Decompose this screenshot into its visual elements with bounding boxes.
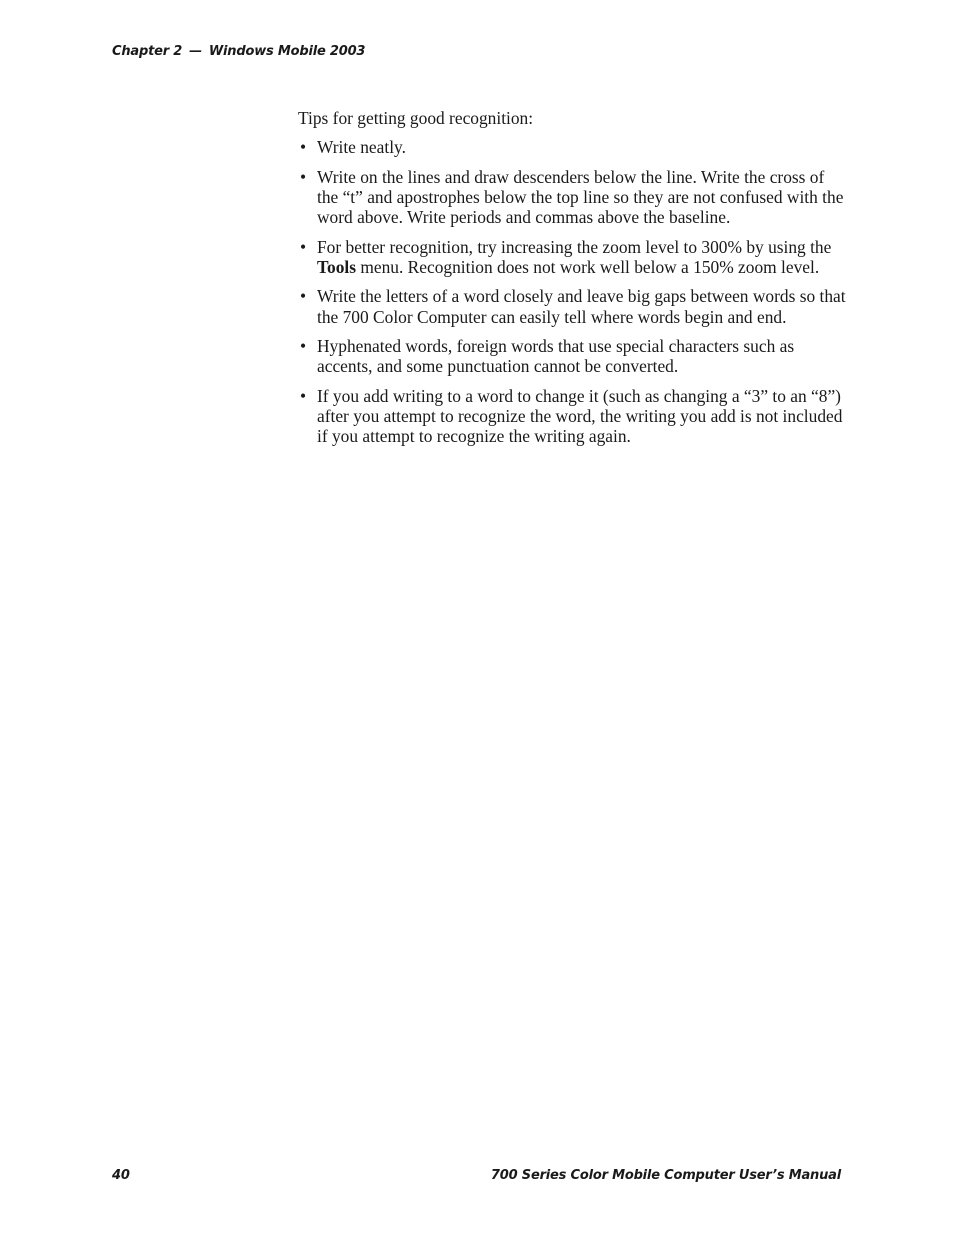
bullet-icon: • [300,286,307,307]
tip-text-before: For better recognition, try increasing the zoom level to 300% by using the [317,236,832,257]
tips-intro: Tips for getting good recognition: [298,108,534,128]
list-item [298,336,848,376]
tip-text: Write on the lines and draw descenders below the line. Write the cross of the “t” and apostrophes below the top line so they are not confused with the word above. Write periods and commas above the baseline. [317,166,844,228]
header-separator: — [189,44,202,59]
page-number: 40 [112,1168,130,1183]
body-content [298,108,848,456]
bullet-icon: • [300,166,307,187]
tip-text: Hyphenated words, foreign words that use special characters such as accents, and some punctuation cannot be converted. [317,336,795,377]
list-item [298,286,848,326]
chapter-label: Chapter 2 [112,44,183,59]
tools-menu-term: Tools [317,256,356,277]
section-title: Windows Mobile 2003 [208,44,366,59]
tip-text-after: menu. Recognition does not work well below a 150% zoom level. [356,256,820,277]
tips-list [298,137,848,446]
bullet-icon: • [300,137,307,158]
running-header [112,44,365,59]
list-item [298,386,848,447]
bullet-icon: • [300,385,307,406]
list-item [298,237,848,277]
tip-text: If you add writing to a word to change it (such as changing a “3” to an “8”) after you attempt to recognize the word, the writing you add is not included if you attempt to recognize the writing again. [317,385,843,447]
list-item [298,167,848,228]
tip-text: Write the letters of a word closely and leave big gaps between words so that the 700 Color Computer can easily tell where words begin and end. [317,286,846,327]
bullet-icon: • [300,336,307,357]
manual-title: 700 Series Color Mobile Computer User’s Manual [490,1168,841,1183]
bullet-icon: • [300,236,307,257]
tip-text: Write neatly. [317,137,406,158]
list-item [298,137,848,157]
